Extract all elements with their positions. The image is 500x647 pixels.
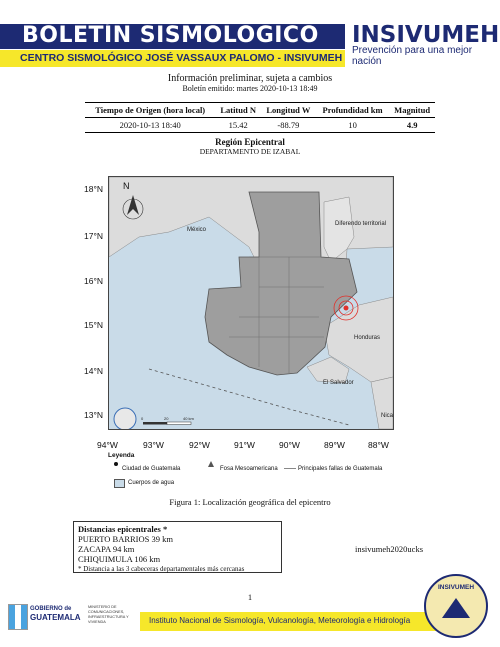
page-number: 1 (247, 592, 253, 602)
col-longitude: Longitud W (261, 103, 316, 118)
scale-label-0: 0 (141, 416, 144, 421)
col-origin-time: Tiempo de Origen (hora local) (85, 103, 215, 118)
gov-line1: GOBIERNO de (30, 606, 72, 612)
label-nicaragua: Nica (381, 413, 393, 419)
guatemala-emblem-icon (8, 604, 28, 630)
header (0, 0, 500, 70)
label-belize: Diferendo territorial (335, 221, 387, 227)
belize-land (324, 197, 354, 262)
event-id: insivumeh2020ucks (355, 544, 423, 554)
magnitude-value: 4.9 (389, 118, 435, 133)
label-honduras: Honduras (354, 335, 381, 341)
nicaragua-land (371, 377, 393, 429)
epicenter-map (108, 176, 394, 430)
lon-label-92: 92°W (189, 440, 210, 450)
lon-label-88: 88°W (368, 440, 389, 450)
legend-water-label: Cuerpos de agua (128, 480, 175, 486)
distances-title: Distancias epicentrales * (78, 524, 168, 534)
label-salvador: El Salvador (323, 380, 354, 386)
legend-title: Leyenda (108, 452, 135, 459)
insivumeh-seal-icon (114, 408, 136, 429)
region-title: Región Epicentral (215, 137, 285, 147)
distances-note: * Distancia a las 3 cabeceras departamentales más cercanas (78, 565, 245, 573)
gov-line2: GUATEMALA (30, 613, 81, 622)
lat-label-14: 14°N (84, 366, 103, 376)
epicenter-marker (344, 306, 349, 311)
bulletin-title: BOLETÍN SISMOLÓGICO (22, 23, 319, 48)
legend-fault-icon (284, 468, 296, 469)
table-header-row (85, 103, 435, 118)
depth-value: 10 (316, 118, 389, 133)
lon-label-90: 90°W (279, 440, 300, 450)
scale-label-20: 20 (164, 416, 169, 421)
lon-label-94: 94°W (97, 440, 118, 450)
lat-label-15: 15°N (84, 320, 103, 330)
institute-name: Instituto Nacional de Sismología, Vulcanología, Meteorología e Hidrología (149, 616, 411, 625)
col-magnitude: Magnitud (389, 103, 435, 118)
preliminary-note: Información preliminar, sujeta a cambios (167, 73, 333, 84)
label-mexico: México (187, 227, 207, 233)
lat-label-13: 13°N (84, 410, 103, 420)
origin-time-value: 2020-10-13 18:40 (85, 118, 215, 133)
lat-label-16: 16°N (84, 276, 103, 286)
ministry-name: MINISTERIO DE COMUNICACIONES, INFRAESTRUCTURA Y VIVIENDA (88, 605, 129, 624)
figure-caption: Figura 1: Localización geográfica del epicentro (169, 497, 331, 507)
scale-bar (143, 422, 191, 425)
region-subtitle: DEPARTAMENTO DE IZABAL (199, 147, 301, 156)
legend-fault-label: Principales fallas de Guatemala (298, 466, 383, 472)
bulletin-subtitle: CENTRO SISMOLÓGICO JOSÉ VASSAUX PALOMO - INSIVUMEH (20, 52, 343, 64)
lat-label-18: 18°N (84, 184, 103, 194)
lon-label-91: 91°W (234, 440, 255, 450)
legend-trench-label: Fosa Mesoamericana (220, 466, 278, 472)
lon-label-93: 93°W (143, 440, 164, 450)
latitude-value: 15.42 (215, 118, 260, 133)
legend-city-icon (114, 462, 118, 466)
brand-slogan: Prevención para una mejor nación (352, 45, 473, 67)
scale-label-40: 40 km (183, 416, 194, 421)
brand-name: INSIVUMEH (352, 22, 500, 48)
issued-date: Boletín emitido: martes 2020-10-13 18:49 (182, 84, 318, 93)
government-logo (8, 602, 138, 632)
quake-parameters-table (85, 102, 435, 133)
list-item: PUERTO BARRIOS 39 km (78, 534, 173, 544)
lon-label-89: 89°W (324, 440, 345, 450)
lat-label-17: 17°N (84, 231, 103, 241)
distances-box (73, 521, 282, 573)
seal-volcano-icon (442, 598, 470, 618)
col-latitude: Latitud N (215, 103, 260, 118)
legend-water-icon (114, 479, 125, 488)
list-item: ZACAPA 94 km (78, 544, 135, 554)
insivumeh-seal-icon (424, 574, 488, 638)
legend-trench-icon (208, 461, 214, 467)
list-item: CHIQUIMULA 106 km (78, 554, 161, 564)
map-svg (109, 177, 393, 429)
table-row (85, 118, 435, 133)
legend (108, 452, 398, 494)
seal-text: INSIVUMEH (437, 584, 475, 591)
north-label: N (123, 181, 130, 191)
col-depth: Profundidad km (316, 103, 389, 118)
legend-city-label: Ciudad de Guatemala (122, 466, 181, 472)
longitude-value: -88.79 (261, 118, 316, 133)
